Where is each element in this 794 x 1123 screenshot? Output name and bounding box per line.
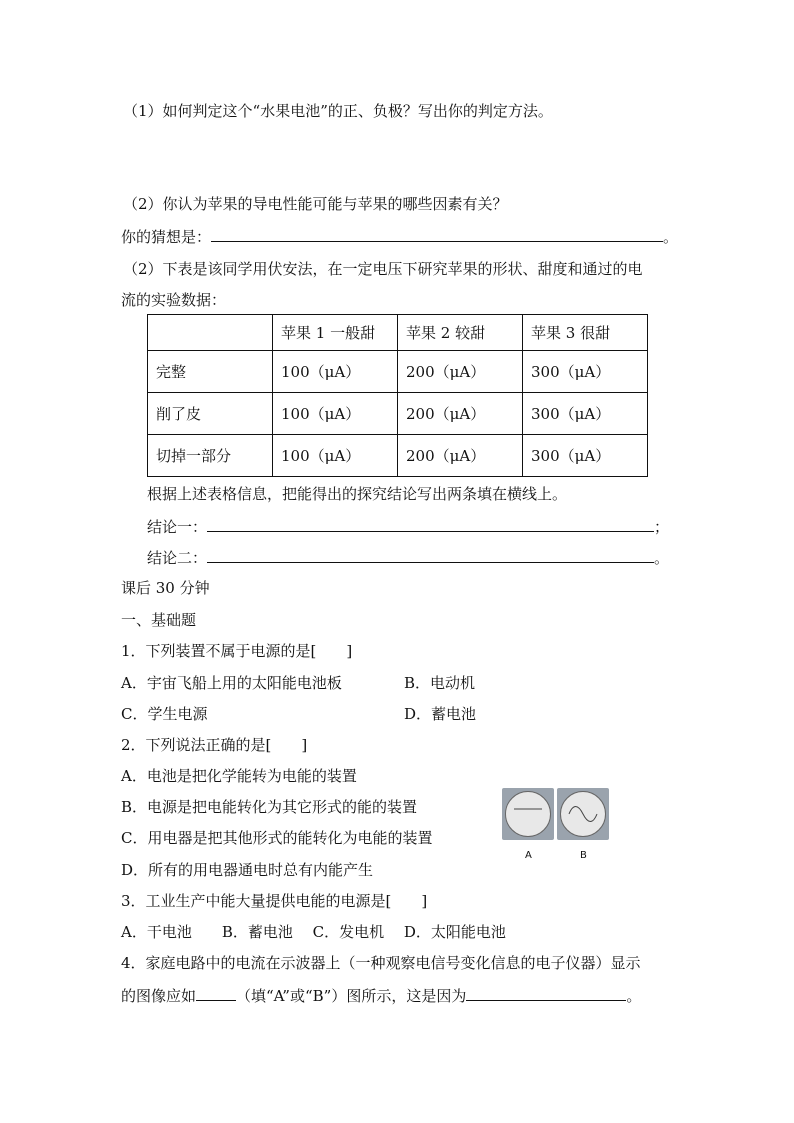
table-cell: 100（μA） [273, 435, 398, 477]
table-row [148, 393, 648, 435]
oscilloscope-screen-a [505, 791, 551, 837]
problem-4-line2 [121, 986, 641, 1006]
oscilloscope-a-figure [502, 788, 554, 840]
table-cell: 100（μA） [273, 351, 398, 393]
table-cell: 100（μA） [273, 393, 398, 435]
question-3-line2: 流的实验数据： [121, 291, 227, 309]
table-cell: 300（μA） [523, 351, 648, 393]
oscilloscope-a-label: A [525, 850, 532, 861]
table-header-cell: 苹果 1 一般甜 [273, 315, 398, 351]
problem-2-option-d: D．所有的用电器通电时总有内能产生 [121, 861, 374, 879]
table-cell: 300（μA） [523, 393, 648, 435]
table-header-cell: 苹果 3 很甜 [523, 315, 648, 351]
problem-2-stem: 2．下列说法正确的是[ ] [121, 736, 308, 754]
conclusion-1-label: 结论一： [147, 518, 208, 536]
conclusion-intro: 根据上述表格信息，把能得出的探究结论写出两条填在横线上。 [147, 485, 568, 503]
sine-wave-trace-icon [561, 792, 605, 836]
conclusion-2-blank[interactable] [207, 548, 654, 563]
question-2: （2）你认为苹果的导电性能可能与苹果的哪些因素有关？ [123, 195, 508, 213]
question-1: （1）如何判定这个“水果电池”的正、负极？写出你的判定方法。 [123, 102, 553, 120]
table-header-row [148, 315, 648, 351]
table-header-cell: 苹果 2 较甜 [398, 315, 523, 351]
experiment-table [147, 314, 648, 477]
problem-4-text-b: （填“A”或“B”）图所示，这是因为 [236, 987, 467, 1005]
problem-4-line1: 4．家庭电路中的电流在示波器上（一种观察电信号变化信息的电子仪器）显示 [121, 954, 641, 972]
problem-1-stem: 1．下列装置不属于电源的是[ ] [121, 642, 353, 660]
guess-label: 你的猜想是： [121, 228, 212, 246]
table-row [148, 435, 648, 477]
problem-3-stem: 3．工业生产中能大量提供电能的电源是[ ] [121, 892, 428, 910]
problem-2-option-b: B．电源是把电能转化为其它形式的能的装置 [121, 798, 418, 816]
guess-line [121, 227, 678, 247]
oscilloscope-b-label: B [580, 850, 587, 861]
problem-3-options: A．干电池 B．蓄电池 C．发电机 D．太阳能电池 [121, 923, 506, 941]
table-cell: 削了皮 [148, 393, 273, 435]
problem-4-text-c: 。 [626, 987, 642, 1005]
oscilloscope-b-figure [557, 788, 609, 840]
flat-line-trace-icon [506, 792, 550, 836]
problem-4-blank-reason[interactable] [466, 986, 626, 1001]
problem-2-option-c: C．用电器是把其他形式的能转化为电能的装置 [121, 829, 433, 847]
conclusion-2-end: 。 [654, 549, 670, 567]
problem-1-option-a: A．宇宙飞船上用的太阳能电池板 [121, 674, 342, 692]
section-heading: 一、基础题 [121, 611, 197, 629]
problem-4-blank-choice[interactable] [196, 986, 236, 1001]
question-3-line1: （2）下表是该同学用伏安法，在一定电压下研究苹果的形状、甜度和通过的电 [123, 260, 643, 278]
conclusion-1-blank[interactable] [207, 517, 654, 532]
guess-end: 。 [663, 228, 679, 246]
table-row [148, 351, 648, 393]
problem-1-option-b: B．电动机 [404, 674, 476, 692]
table-header-cell [148, 315, 273, 351]
oscilloscope-screen-b [560, 791, 606, 837]
table-cell: 完整 [148, 351, 273, 393]
conclusion-1-end: ； [654, 518, 670, 536]
problem-4-text-a: 的图像应如 [121, 987, 197, 1005]
table-cell: 200（μA） [398, 393, 523, 435]
table-cell: 200（μA） [398, 435, 523, 477]
conclusion-2-line [147, 548, 669, 568]
conclusion-2-label: 结论二： [147, 549, 208, 567]
table-cell: 切掉一部分 [148, 435, 273, 477]
problem-2-option-a: A．电池是把化学能转为电能的装置 [121, 767, 357, 785]
guess-blank[interactable] [211, 227, 663, 242]
after-class-heading: 课后 30 分钟 [121, 579, 210, 597]
conclusion-1-line [147, 517, 669, 537]
table-cell: 300（μA） [523, 435, 648, 477]
problem-1-option-d: D．蓄电池 [404, 705, 477, 723]
problem-1-option-c: C．学生电源 [121, 705, 208, 723]
table-cell: 200（μA） [398, 351, 523, 393]
